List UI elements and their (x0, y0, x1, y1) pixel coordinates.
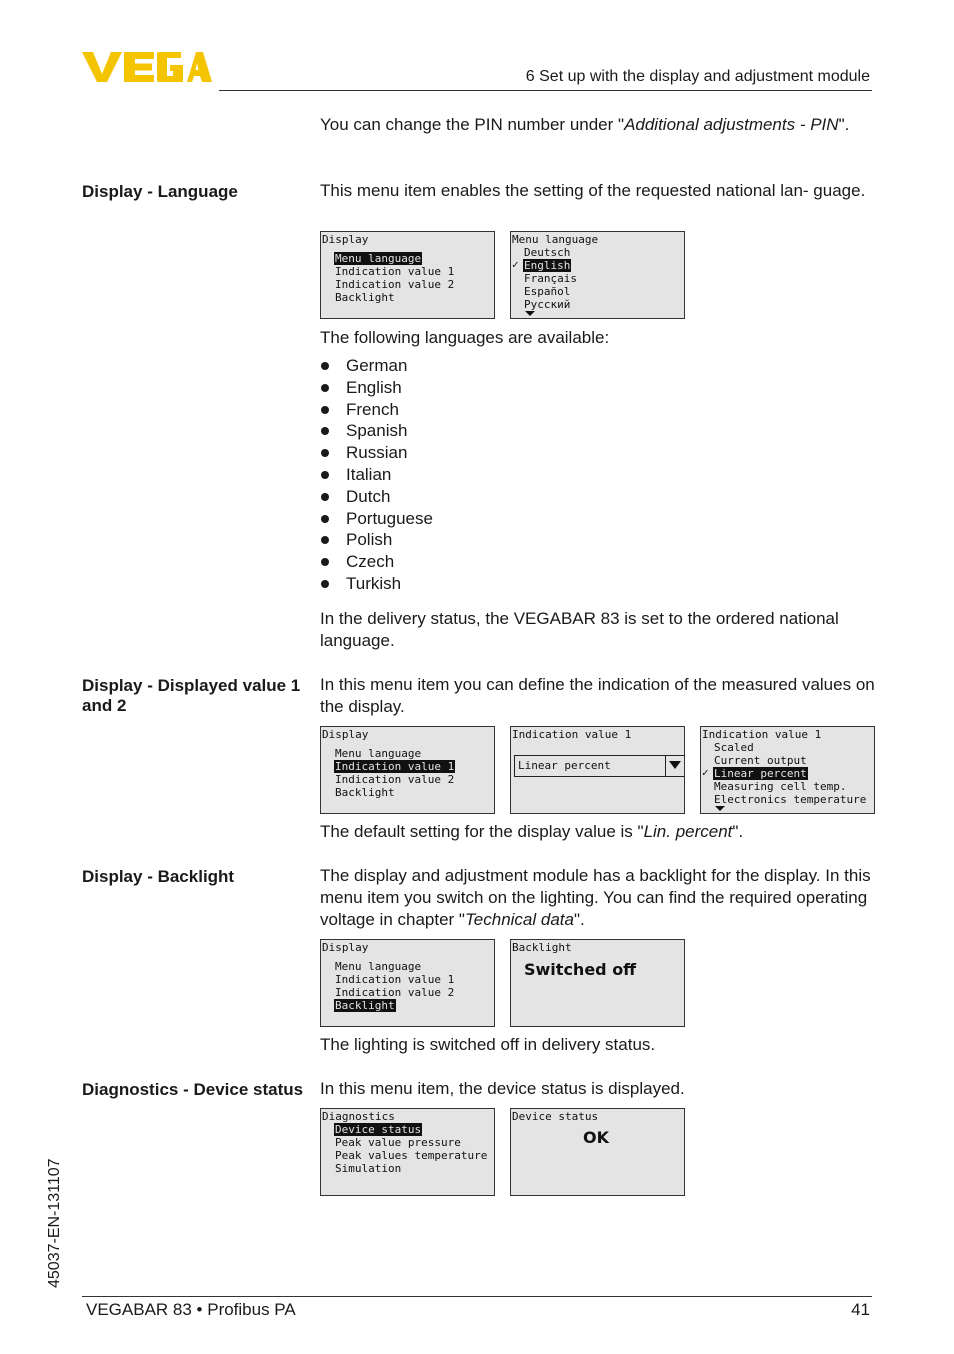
checkmark-icon: ✓ (702, 766, 709, 779)
list-item: Spanish (320, 420, 433, 442)
displayed-value-screen-display-menu (320, 726, 495, 814)
lcd-menu-item: Indication value 2 (335, 986, 455, 999)
languages-available-text: The following languages are available: (320, 328, 610, 347)
lcd-title: Display (322, 233, 369, 246)
lcd-menu-item: Backlight (335, 291, 395, 304)
displayed-value-heading: Display - Displayed value 1 and 2 (82, 676, 301, 715)
default-setting-paragraph (320, 821, 875, 843)
backlight-text-after: ". (573, 910, 585, 929)
document-id: 45037-EN-131107 (46, 1158, 63, 1288)
lcd-title: Display (322, 728, 369, 741)
lcd-option: Measuring cell temp. (714, 780, 847, 793)
delivery-status-text: In the delivery status, the VEGABAR 83 is set to the ordered national language. (320, 609, 839, 650)
backlight-text: The display and adjustment module has a backlight for the display. In this menu item you switch on the lighting. You can find the required operating voltage in chapter " (320, 866, 871, 929)
scroll-down-arrow-icon (525, 311, 535, 316)
lcd-title: Menu language (512, 233, 599, 246)
lcd-title: Backlight (512, 941, 572, 954)
displayed-value-screen-combo (510, 726, 685, 814)
lcd-menu-item: Peak values temperature (335, 1149, 488, 1162)
backlight-screen-display-menu (320, 939, 495, 1027)
backlight-screen-value (510, 939, 685, 1027)
language-text: This menu item enables the setting of the requested national lan- guage. (320, 181, 866, 200)
default-text-after: ". (732, 822, 744, 841)
lcd-title: Display (322, 941, 369, 954)
list-item: Czech (320, 551, 433, 573)
lcd-menu-item: Indication value 2 (335, 278, 455, 291)
lcd-language-option-selected: English (524, 259, 571, 272)
lcd-language-option: Español (524, 285, 571, 298)
backlight-state: Switched off (524, 960, 637, 979)
lcd-option: Current output (714, 754, 807, 767)
diagnostics-screen-menu (320, 1108, 495, 1196)
list-item: Portuguese (320, 508, 433, 530)
displayed-value-text: In this menu item you can define the indication of the measured values on the display. (320, 675, 875, 716)
list-item: German (320, 355, 433, 377)
list-item: Dutch (320, 486, 433, 508)
backlight-note: The lighting is switched off in delivery status. (320, 1035, 656, 1054)
lcd-menu-item-selected: Indication value 1 (335, 760, 455, 773)
lcd-menu-item: Indication value 1 (335, 265, 455, 278)
footer-rule (82, 1296, 872, 1297)
displayed-value-screen-options (700, 726, 875, 814)
scroll-down-arrow-icon (715, 806, 725, 811)
list-item: English (320, 377, 433, 399)
select-value: Linear percent (518, 759, 611, 772)
diagnostics-heading: Diagnostics - Device status (82, 1080, 304, 1099)
backlight-heading: Display - Backlight (82, 867, 235, 886)
checkmark-icon: ✓ (512, 258, 519, 271)
lcd-language-option: Deutsch (524, 246, 571, 259)
intro-paragraph (320, 114, 875, 136)
vega-logo (82, 50, 212, 89)
lcd-menu-item: Peak value pressure (335, 1136, 461, 1149)
lcd-menu-item-selected: Menu language (335, 252, 422, 265)
diagnostics-text: In this menu item, the device status is displayed. (320, 1079, 685, 1098)
page-number: 41 (851, 1300, 870, 1319)
chapter-title: 6 Set up with the display and adjustment module (525, 68, 870, 85)
language-screen-display-menu (320, 231, 495, 319)
device-status-value: OK (583, 1128, 609, 1147)
lcd-option: Electronics temperature (714, 793, 867, 806)
lcd-menu-item: Indication value 1 (335, 973, 455, 986)
lcd-option: Scaled (714, 741, 754, 754)
indication-value-select (514, 755, 685, 777)
lcd-title: Indication value 1 (512, 728, 632, 741)
lcd-language-option: Français (524, 272, 577, 285)
lcd-menu-item: Backlight (335, 786, 395, 799)
language-screen-menu-language (510, 231, 685, 319)
footer-product: VEGABAR 83 • Profibus PA (86, 1300, 296, 1319)
lcd-menu-item: Menu language (335, 747, 422, 760)
backlight-paragraph (320, 865, 875, 931)
list-item: Italian (320, 464, 433, 486)
list-item: Russian (320, 442, 433, 464)
list-item: French (320, 399, 433, 421)
lcd-menu-item: Simulation (335, 1162, 402, 1175)
intro-text-before: You can change the PIN number under " (320, 115, 625, 134)
default-value: Lin. percent (643, 822, 733, 841)
header-rule (219, 90, 872, 91)
lcd-title: Diagnostics (322, 1110, 395, 1123)
lcd-language-option: Русский (524, 298, 571, 311)
lcd-menu-item: Indication value 2 (335, 773, 455, 786)
lcd-menu-item: Menu language (335, 960, 422, 973)
default-text-before: The default setting for the display value is " (320, 822, 644, 841)
intro-link: Additional adjustments - PIN (624, 115, 839, 134)
language-heading: Display - Language (82, 182, 238, 201)
intro-text-after: ". (838, 115, 850, 134)
list-item: Polish (320, 529, 433, 551)
lcd-title: Device status (512, 1110, 599, 1123)
list-item: Turkish (320, 573, 433, 595)
dropdown-arrow-icon (665, 756, 684, 776)
lcd-title: Indication value 1 (702, 728, 822, 741)
device-status-screen (510, 1108, 685, 1196)
lcd-option-selected: Linear percent (714, 767, 807, 780)
vega-logo-graphic (82, 50, 212, 84)
technical-data-link: Technical data (464, 910, 574, 929)
lcd-menu-item-selected: Backlight (335, 999, 395, 1012)
language-list (320, 355, 433, 595)
lcd-menu-item-selected: Device status (335, 1123, 422, 1136)
